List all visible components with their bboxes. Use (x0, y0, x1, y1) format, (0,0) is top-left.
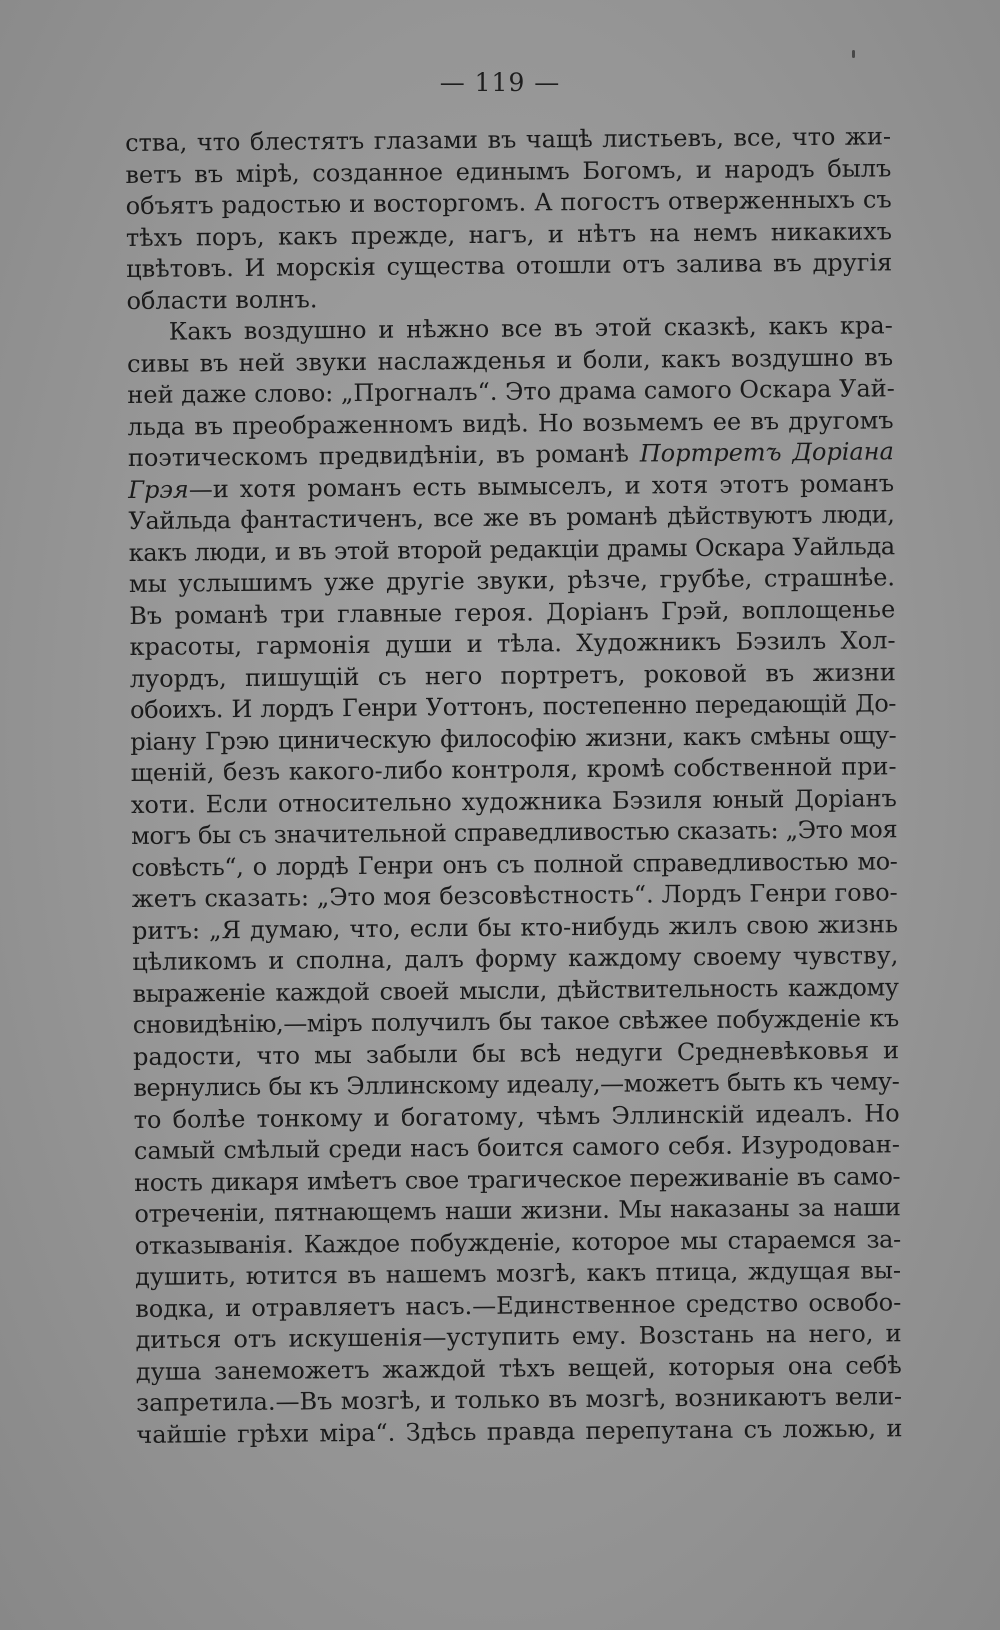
text-line: хоти. Если относительно художника Бэзиля юный Доріанъ (130, 783, 897, 819)
text-line: Уайльда фантастиченъ, все же въ романѣ дѣйствуютъ люди, (128, 500, 895, 535)
book-title-italic: Портретъ Доріана (639, 437, 894, 468)
text-line: запретила.—Въ мозгѣ, и только въ мозгѣ, возникаютъ вели- (136, 1382, 903, 1417)
text-line: красоты, гармонія души и тѣла. Художникъ Бэзилъ Хол- (129, 626, 896, 661)
text-line: области волнъ. (126, 284, 318, 315)
print-speck (852, 50, 855, 58)
text-line: диться отъ искушенія—уступить ему. Возстань на него, и (135, 1319, 902, 1354)
book-title-italic: Грэя (128, 474, 189, 504)
text-line: Въ романѣ три главные героя. Доріанъ Грэй, воплощенье (129, 594, 896, 630)
text-segment: поэтическомъ предвидѣніи, въ романѣ (127, 439, 640, 472)
text-line: водка, и отравляетъ насъ.—Единственное средство освобо- (135, 1287, 902, 1323)
text-line: могъ бы съ значительной справедливостью сказать: „Это моя (131, 815, 898, 850)
text-line: ріану Грэю циническую философію жизни, какъ смѣны ощу- (130, 720, 897, 756)
text-line: самый смѣлый среди насъ боится самого себя. Изуродован- (133, 1130, 901, 1165)
text-line: ства, что блестятъ глазами въ чащѣ листьевъ, все, что жи- (125, 122, 892, 157)
text-line: выраженіе каждой своей мысли, дѣйствительность каждому (132, 972, 899, 1008)
text-line: обоихъ. И лордъ Генри Уоттонъ, постепенно передающій До- (129, 689, 897, 724)
text-line: отреченіи, пятнающемъ наши жизни. Мы наказаны за наши (134, 1193, 901, 1228)
text-line: сновидѣнію,—міръ получилъ бы такое свѣжее побужденіе къ (132, 1004, 899, 1039)
text-line: душа занеможетъ жаждой тѣхъ вещей, которыя она себѣ (135, 1350, 902, 1386)
paragraph-1 (125, 121, 893, 317)
text-line: какъ люди, и въ этой второй редакціи драмы Оскара Уайльда (128, 531, 895, 567)
text-line: луордъ, пишущій съ него портретъ, роковой въ жизни (129, 657, 896, 693)
text-line: щеній, безъ какого-либо контроля, кромѣ собственной при- (130, 752, 897, 787)
text-line: ней даже слово: „Прогналъ“. Это драма самого Оскара Уай- (127, 374, 895, 409)
text-line: ветъ въ мірѣ, созданное единымъ Богомъ, и народъ былъ (125, 153, 892, 189)
text-segment: —и хотя романъ есть вымыселъ, и хотя этотъ романъ (188, 468, 895, 503)
text-line: объятъ радостью и восторгомъ. А погостъ отверженныхъ съ (125, 185, 892, 220)
text-line: ритъ: „Я думаю, что, если бы кто-нибудь жилъ свою жизнь (131, 909, 899, 945)
text-line: цвѣтовъ. И морскія существа отошли отъ залива въ другія (126, 248, 893, 283)
text-line: тѣхъ поръ, какъ прежде, нагъ, и нѣтъ на немъ никакихъ (125, 216, 893, 252)
text-line: льда въ преображенномъ видѣ. Но возьмемъ ее въ другомъ (127, 405, 894, 441)
text-line: радости, что мы забыли бы всѣ недуги Средневѣковья и (132, 1035, 900, 1071)
text-line: Какъ воздушно и нѣжно все въ этой сказкѣ, какъ кра- (168, 311, 893, 346)
paragraph-2-continued (128, 499, 902, 1451)
text-line: ность дикаря имѣетъ свое трагическое переживаніе въ само- (134, 1161, 901, 1197)
text-line: чайшіе грѣхи міра“. Здѣсь правда перепутана съ ложью, и (136, 1413, 903, 1449)
text-line: отказыванія. Каждое побужденіе, которое мы стараемся за- (134, 1224, 901, 1260)
text-line: душить, ютится въ нашемъ мозгѣ, какъ птица, ждущая вы- (134, 1256, 902, 1291)
text-line: вернулись бы къ Эллинскому идеалу,—можетъ быть къ чему- (133, 1067, 900, 1102)
paragraph-2 (127, 310, 903, 1451)
page-number: — 119 — (439, 68, 561, 97)
text-line: сивы въ ней звуки наслажденья и боли, какъ воздушно въ (126, 342, 894, 378)
text-line: мы услышимъ уже другіе звуки, рѣзче, грубѣе, страшнѣе. (128, 563, 896, 598)
text-line: жетъ сказать: „Это моя безсовѣстность“. Лордъ Генри гово- (131, 878, 898, 913)
text-line: цѣликомъ и сполна, далъ форму каждому своему чувству, (132, 941, 899, 976)
text-line: совѣсть“, о лордѣ Генри онъ съ полной справедливостью мо- (131, 846, 898, 882)
body-text (125, 121, 903, 1451)
text-line: то болѣе тонкому и богатому, чѣмъ Эллинскій идеалъ. Но (133, 1098, 900, 1134)
